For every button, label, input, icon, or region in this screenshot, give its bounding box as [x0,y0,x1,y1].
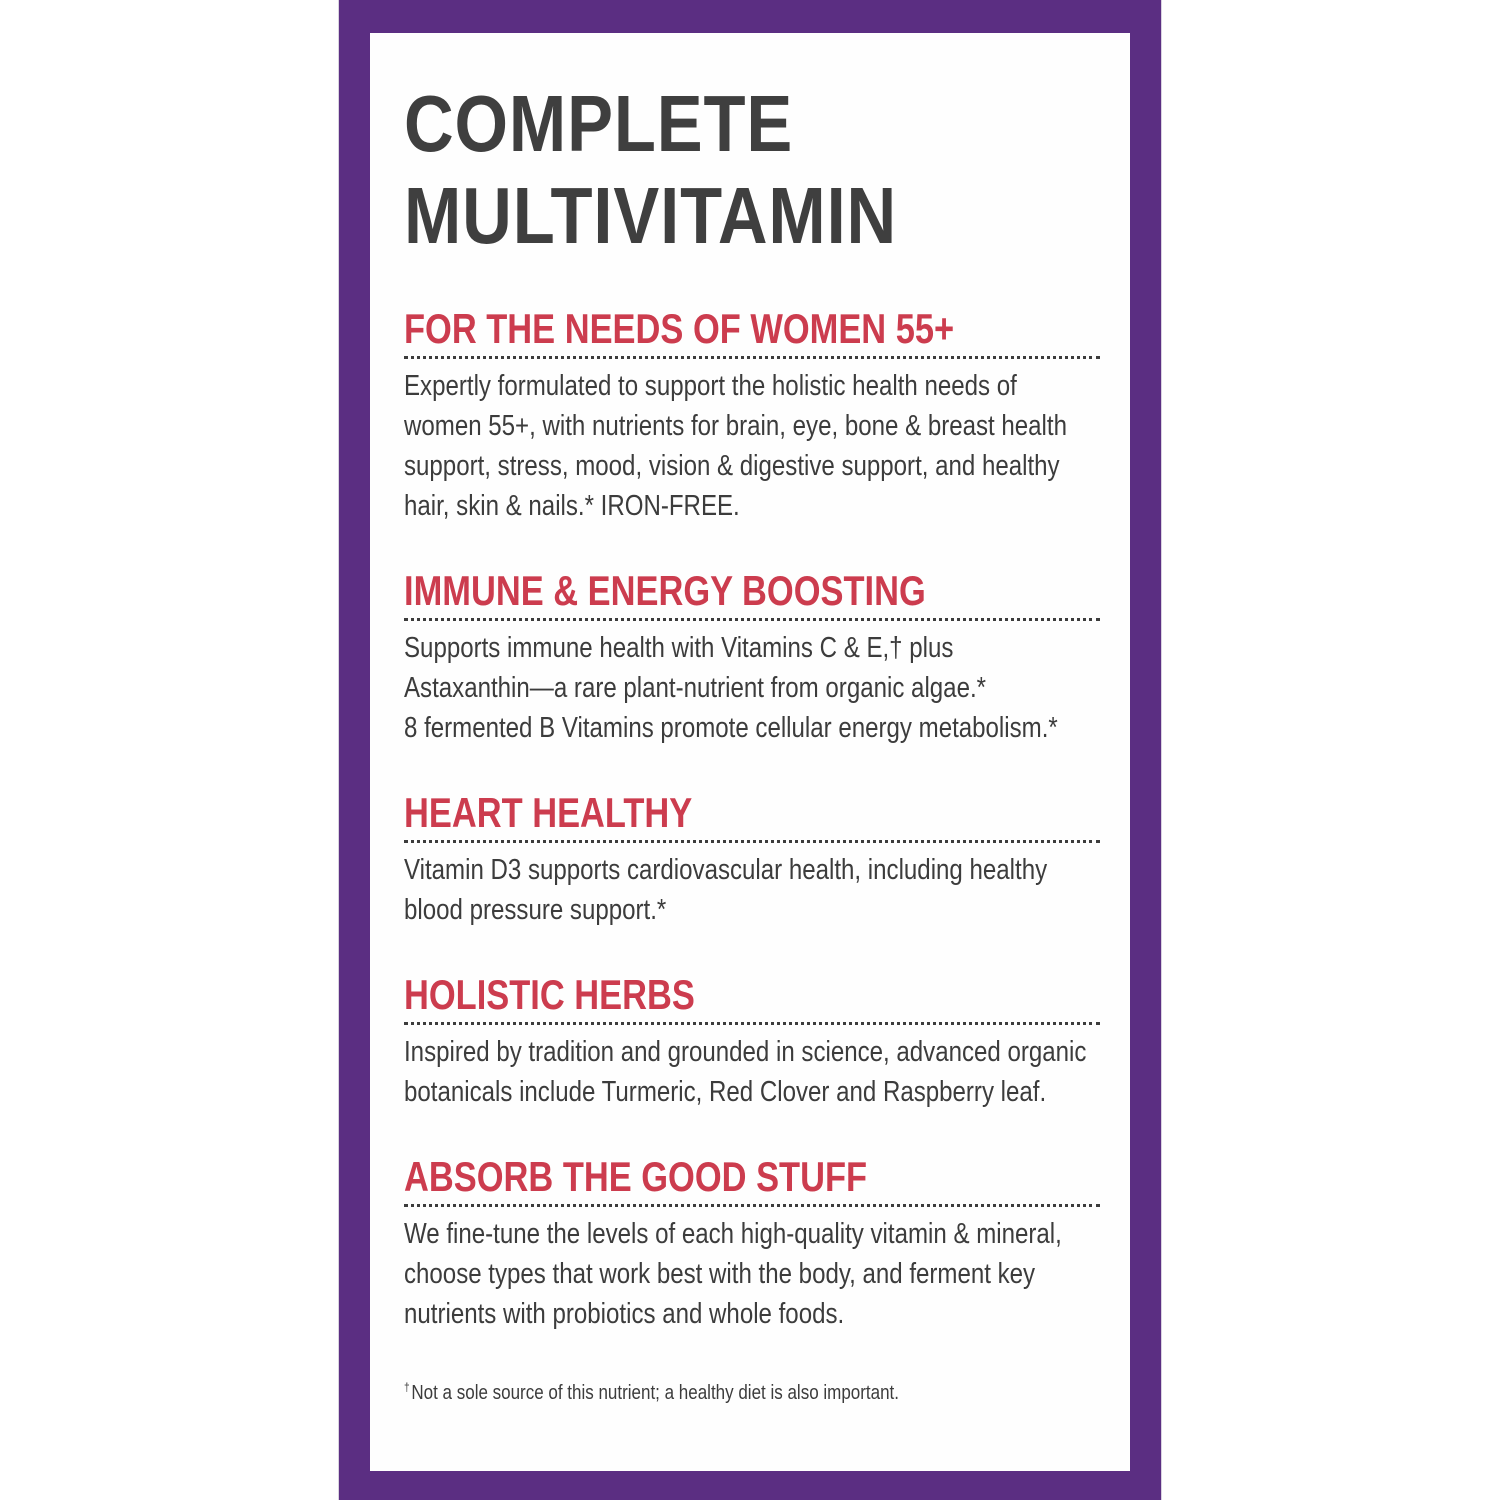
section-immune-energy [404,567,1104,748]
dotted-divider [404,840,1100,843]
body-line: Expertly formulated to support the holistic health needs of [404,370,1017,402]
footnote [404,1375,999,1405]
body-line: blood pressure support.* [404,894,667,926]
body-line: women 55+, with nutrients for brain, eye, bone & breast health [404,410,1067,442]
section-heading: HOLISTIC HERBS [404,971,695,1018]
section-heading: ABSORB THE GOOD STUFF [404,1153,868,1200]
body-line: choose types that work best with the body, and ferment key [404,1258,1036,1290]
body-line: nutrients with probiotics and whole foods. [404,1298,845,1330]
section-heading: IMMUNE & ENERGY BOOSTING [404,567,926,614]
body-line: We fine-tune the levels of each high-quality vitamin & mineral, [404,1218,1062,1250]
dotted-divider [404,356,1100,359]
label-content [404,78,1104,1405]
section-body [404,1032,1104,1112]
section-holistic-herbs [404,971,1104,1112]
dotted-divider [404,1204,1100,1207]
product-title [404,78,1006,262]
body-line: Supports immune health with Vitamins C & E,† plus [404,632,954,664]
body-line: Vitamin D3 supports cardiovascular health, including healthy [404,854,1048,886]
section-heading: HEART HEALTHY [404,789,693,836]
body-line: Inspired by tradition and grounded in science, advanced organic [404,1036,1087,1068]
dotted-divider [404,618,1100,621]
section-absorb-good-stuff [404,1153,1104,1334]
body-line: botanicals include Turmeric, Red Clover and Raspberry leaf. [404,1076,1047,1108]
section-heart-healthy [404,789,1104,930]
body-line: hair, skin & nails.* IRON-FREE. [404,490,740,522]
dotted-divider [404,1022,1100,1025]
body-line: 8 fermented B Vitamins promote cellular energy metabolism.* [404,712,1058,744]
body-line: support, stress, mood, vision & digestive support, and healthy [404,450,1060,482]
section-body [404,628,1104,748]
section-body [404,1214,1104,1334]
body-line: Astaxanthin—a rare plant-nutrient from organic algae.* [404,672,987,704]
section-body [404,850,1104,930]
product-title-line-1: COMPLETE [404,79,794,168]
dagger-mark: † [404,1380,410,1394]
feature-sections [404,305,1104,1334]
product-title-line-2: MULTIVITAMIN [404,171,898,260]
section-women-55 [404,305,1104,526]
footnote-text: Not a sole source of this nutrient; a healthy diet is also important. [411,1382,899,1404]
section-body [404,366,1104,526]
section-heading: FOR THE NEEDS OF WOMEN 55+ [404,305,955,352]
